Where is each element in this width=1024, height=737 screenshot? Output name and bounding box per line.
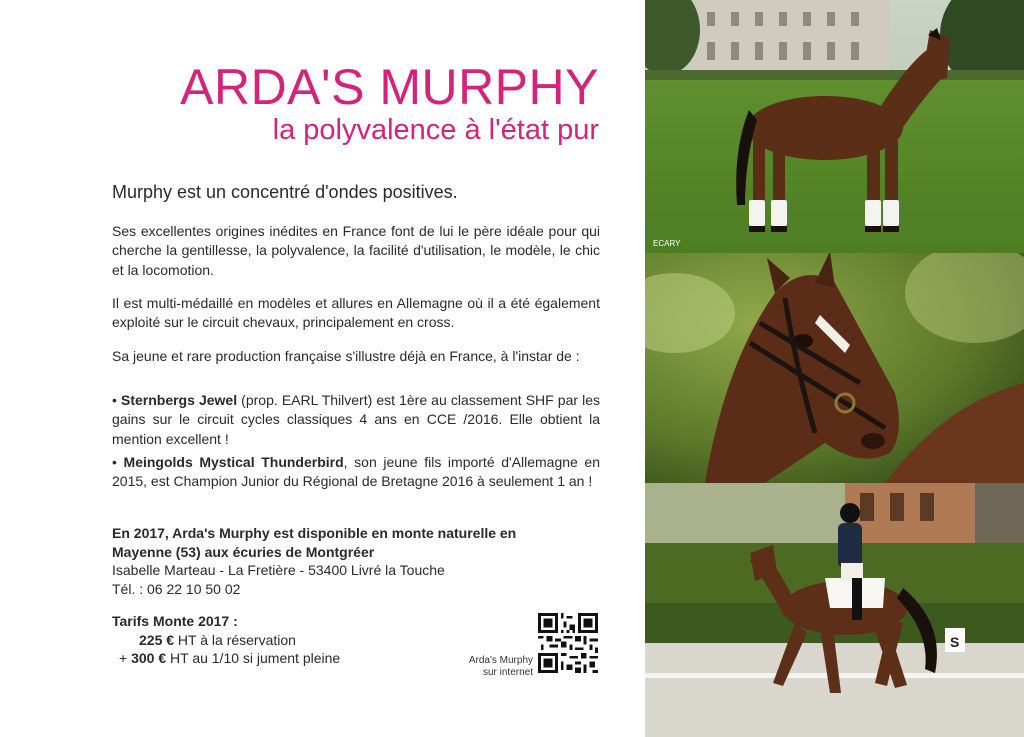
bullet-marker: • [112, 392, 117, 408]
qr-code-icon[interactable] [538, 613, 598, 673]
bullet-text: (prop. EARL Thilvert) est 1ère au classement SHF par les gains sur le circuit cycles classiques 4 ans en CCE /2016. Elle obtient la mention excellent ! [112, 392, 600, 447]
paragraph-production: Sa jeune et rare production française s'illustre déjà en France, à l'instar de : [112, 348, 580, 364]
tarif-desc: HT au 1/10 si jument pleine [166, 650, 341, 666]
bullet-item [112, 453, 600, 492]
contact-location: Mayenne (53) aux écuries de Montgréer [112, 543, 375, 560]
bullet-item [112, 391, 600, 449]
paragraph-origins: Ses excellentes origines inédites en France font de lui le père idéale pour qui cherche la gentillesse, la polyvalence, la facilité d'utilisation, le modèle, le chic et la locomotion. [112, 223, 600, 278]
bullet-marker: • [112, 454, 117, 470]
tarif-amount: 225 € [139, 631, 175, 648]
page-title: ARDA'S MURPHY [180, 59, 599, 115]
photo-credit: ECARY [653, 239, 681, 248]
contact-headline: En 2017, Arda's Murphy est disponible en monte naturelle en [112, 525, 517, 541]
contact-address: Isabelle Marteau - La Fretière - 53400 Livré la Touche [112, 562, 445, 578]
tarif-line [112, 631, 340, 650]
bullet-text: , son jeune fils importé d'Allemagne en 2015, est Champion Junior du Régional de Bretagne 2016 à seulement 1 an ! [112, 454, 601, 490]
tarifs-block [112, 612, 340, 668]
lead-sentence: Murphy est un concentré d'ondes positives. [112, 182, 458, 202]
contact-block [112, 524, 600, 598]
tarif-prefix: + [119, 650, 132, 666]
horse-conformation-photo [645, 0, 1024, 253]
horse-dressage-photo [645, 483, 1024, 737]
bullet-horse-name: Sternbergs Jewel [120, 392, 238, 408]
arena-letter-marker: S [950, 634, 960, 650]
tarif-amount: 300 € [131, 650, 167, 666]
bullet-horse-name: Meingolds Mystical Thunderbird [123, 454, 344, 470]
horse-head-photo [645, 253, 1024, 483]
tarif-desc: HT à la réservation [174, 631, 296, 648]
photo-column [645, 0, 1024, 737]
contact-phone: Tél. : 06 22 10 50 02 [112, 580, 241, 597]
qr-caption-line: Arda's Murphy [468, 655, 533, 666]
tarif-line [112, 649, 340, 668]
paragraph-medals: Il est multi-médaillé en modèles et allures en Allemagne où il a été également exploité sur le circuit chevaux, principalement en cross. [112, 295, 600, 331]
qr-caption-line: sur internet [482, 667, 533, 678]
page-subtitle: la polyvalence à l'état pur [272, 114, 599, 146]
tarifs-title: Tarifs Monte 2017 : [112, 613, 238, 629]
qr-caption [440, 655, 533, 679]
